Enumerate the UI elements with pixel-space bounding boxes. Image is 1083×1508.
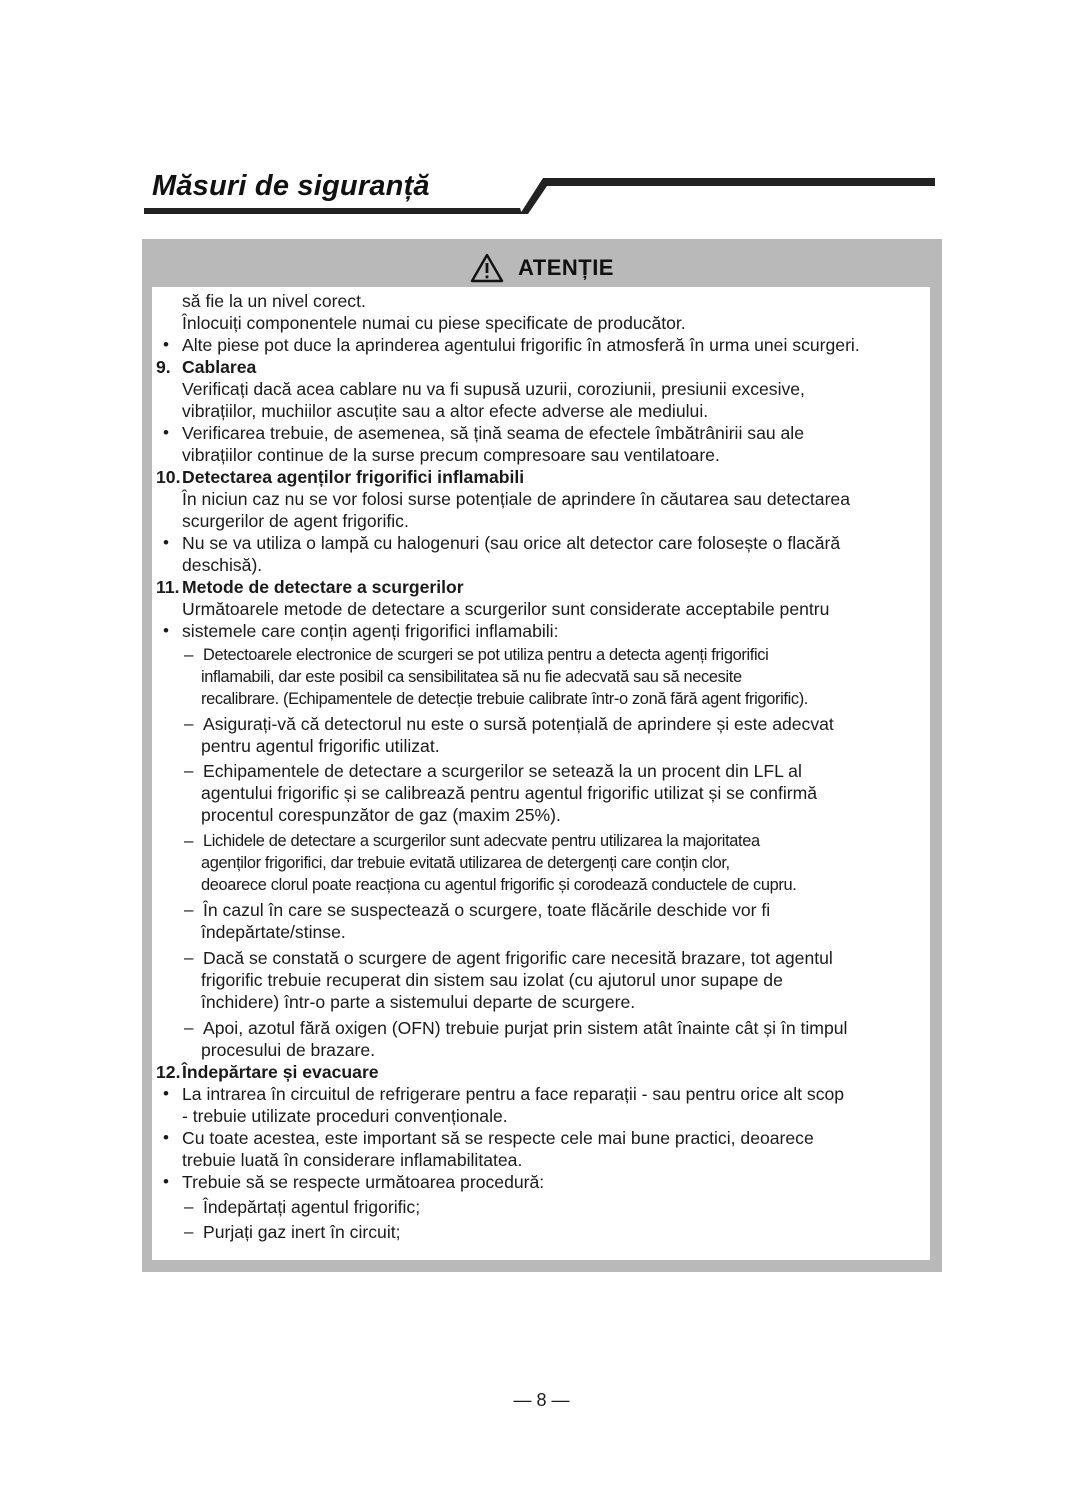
text-line: închidere) într-o parte a sistemului departe de scurgere. (201, 992, 636, 1012)
text-line: recalibrare. (Echipamentele de detecție trebuie calibrate într-o zonă fără agent frigorific). (201, 690, 809, 708)
bullet: • (163, 1128, 169, 1147)
text-line: Trebuie să se respecte următoarea procedură: (182, 1172, 545, 1192)
section-heading: Îndepărtare și evacuare (182, 1062, 379, 1082)
bullet: • (163, 423, 169, 442)
bullet: • (163, 621, 169, 640)
page-number: — 8 — (513, 1390, 570, 1410)
text-line: îndepărtate/stinse. (201, 922, 346, 942)
text-line: Alte piese pot duce la aprinderea agentului frigorific în atmosferă în urma unei scurgeri. (182, 335, 860, 355)
warning-triangle-icon (470, 253, 504, 283)
dash-marker: – (184, 900, 194, 919)
text-line: agenților frigorifici, dar trebuie evitată utilizarea de detergenți care conțin clor, (201, 854, 730, 872)
text-line: În cazul în care se suspectează o scurgere, toate flăcările deschide vor fi (203, 900, 771, 920)
text-line: deoarece clorul poate reacționa cu agentul frigorific și corodează conductele de cupru. (201, 876, 797, 894)
text-line: trebuie luată în considerare inflamabilitatea. (182, 1150, 523, 1170)
text-line: Asigurați-vă că detectorul nu este o sursă potențială de aprindere și este adecvat (203, 714, 834, 734)
dash-marker: – (184, 645, 194, 664)
text-line: Lichidele de detectare a scurgerilor sunt adecvate pentru utilizarea la majoritatea (203, 832, 760, 850)
rule-slant-segment (520, 178, 935, 214)
section-heading: Detectarea agenților frigorifici inflamabili (182, 467, 525, 487)
text-line: Apoi, azotul fără oxigen (OFN) trebuie purjat prin sistem atât înainte cât și în timpul (203, 1018, 848, 1038)
title-underline-rule (0, 0, 1083, 230)
text-line: pentru agentul frigorific utilizat. (201, 736, 440, 756)
warning-label: ATENȚIE (518, 255, 614, 280)
section-heading: Metode de detectare a scurgerilor (182, 577, 464, 597)
section-number: 9. (156, 357, 171, 377)
text-line: deschisă). (182, 555, 263, 575)
bullet: • (163, 1084, 169, 1103)
bullet: • (163, 335, 169, 354)
text-line: La intrarea în circuitul de refrigerare pentru a face reparații - sau pentru orice alt scop (182, 1084, 845, 1104)
text-line: vibrațiilor, muchiilor ascuțite sau a altor efecte adverse ale mediului. (182, 401, 709, 421)
text-line: procesului de brazare. (201, 1040, 376, 1060)
text-line: Echipamentele de detectare a scurgerilor se setează la un procent din LFL al (203, 761, 802, 781)
page-title: Măsuri de siguranță (152, 170, 430, 202)
section-number: 12. (156, 1062, 181, 1082)
text-line: procentul corespunzător de gaz (maxim 25%). (201, 805, 561, 825)
text-line: Purjați gaz inert în circuit; (203, 1222, 401, 1242)
text-line: Verificarea trebuie, de asemenea, să țină seama de efectele îmbătrânirii sau ale (182, 423, 805, 443)
bullet: • (163, 1172, 169, 1191)
text-line: Detectoarele electronice de scurgeri se pot utiliza pentru a detecta agenți frigorifici (203, 646, 769, 664)
dash-marker: – (184, 1222, 194, 1241)
text-line: scurgerilor de agent frigorific. (182, 511, 409, 531)
warning-banner (142, 239, 942, 287)
text-line: În niciun caz nu se vor folosi surse potențiale de aprindere în căutarea sau detectarea (182, 489, 850, 509)
dash-marker: – (184, 1197, 194, 1216)
text-line: Îndepărtați agentul frigorific; (203, 1197, 421, 1217)
text-line: Nu se va utiliza o lampă cu halogenuri (sau orice alt detector care folosește o flacără (182, 533, 841, 553)
text-line: agentului frigorific și se calibrează pentru agentul frigorific utilizat și se confirmă (201, 783, 818, 803)
text-line: inflamabili, dar este posibil ca sensibilitatea să nu fie adecvată sau să necesite (201, 668, 742, 686)
text-line: Verificați dacă acea cablare nu va fi supusă uzurii, coroziunii, presiunii excesive, (182, 379, 805, 399)
section-number: 11. (156, 577, 180, 597)
text-line: - trebuie utilizate proceduri convenționale. (182, 1106, 508, 1126)
bullet: • (163, 533, 169, 552)
rule-left-segment (144, 208, 522, 214)
text-line: sistemele care conțin agenți frigorifici inflamabili: (182, 621, 559, 641)
dash-marker: – (184, 948, 194, 967)
text-line: Următoarele metode de detectare a scurgerilor sunt considerate acceptabile pentru (182, 599, 830, 619)
text-line: Dacă se constată o scurgere de agent frigorific care necesită brazare, tot agentul (203, 948, 833, 968)
text-line: vibrațiilor continue de la surse precum compresoare sau ventilatoare. (182, 445, 720, 465)
dash-marker: – (184, 714, 194, 733)
dash-marker: – (184, 1018, 194, 1037)
text-line: să fie la un nivel corect. (182, 291, 366, 311)
text-line: Înlocuiți componentele numai cu piese specificate de producător. (182, 313, 686, 333)
section-heading: Cablarea (182, 357, 257, 377)
text-line: frigorific trebuie recuperat din sistem sau izolat (cu ajutorul unor supape de (201, 970, 783, 990)
dash-marker: – (184, 831, 194, 850)
dash-marker: – (184, 761, 194, 780)
section-number: 10. (156, 467, 181, 487)
text-line: Cu toate acestea, este important să se respecte cele mai bune practici, deoarece (182, 1128, 814, 1148)
